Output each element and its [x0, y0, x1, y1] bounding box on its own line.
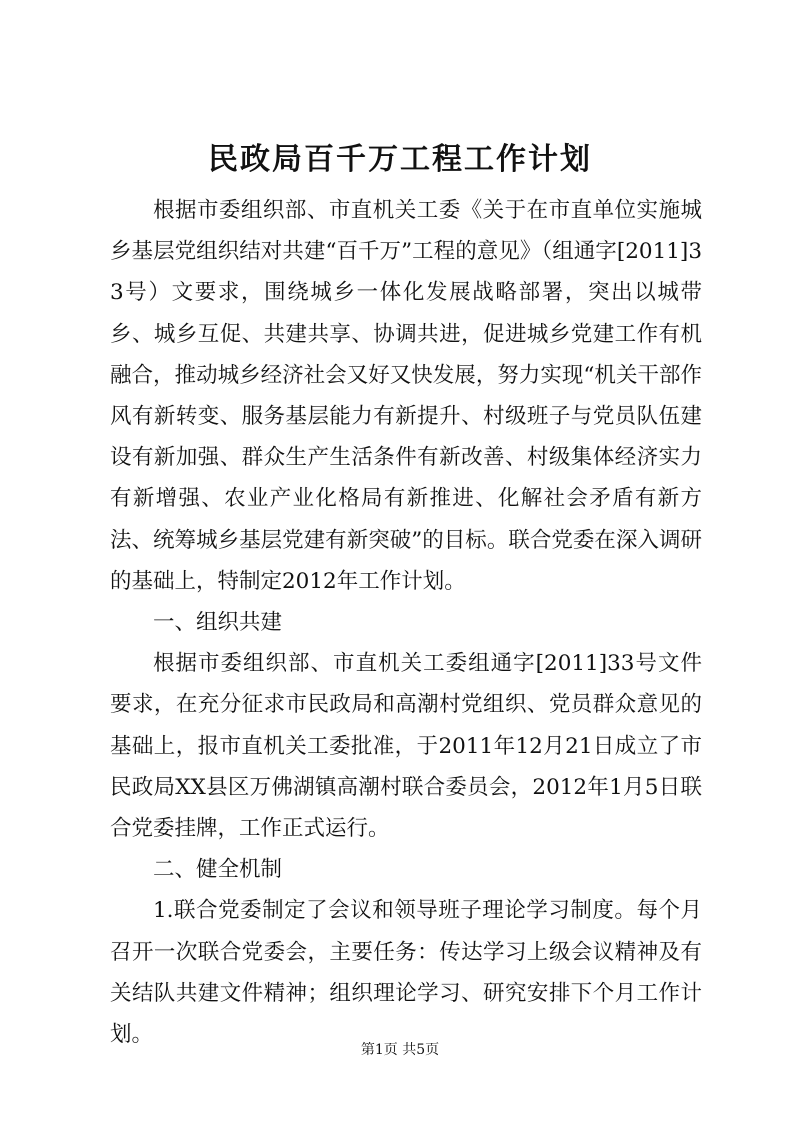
document-body: [110, 190, 702, 1055]
document-title: 民政局百千万工程工作计划: [208, 142, 592, 177]
section-heading-mechanism: 二、健全机制: [153, 857, 283, 883]
organization-paragraph: 根据市委组织部、市直机关工委组通字[2011]33号文件要求，在充分征求市民政局和高潮村党组织、党员群众意见的基础上，报市直机关工委批准，于2011年12月21日成立了市民政局XX县区万佛湖镇高潮村联合委员会，2012年1月5日联合党委挂牌，工作正式运行。: [110, 651, 702, 842]
section-heading-organization: 一、组织共建: [153, 610, 283, 636]
page-number-footer: 第1页 共5页: [360, 1042, 440, 1058]
mechanism-paragraph: 1.联合党委制定了会议和领导班子理论学习制度。每个月召开一次联合党委会，主要任务：传达学习上级会议精神及有关结队共建文件精神；组织理论学习、研究安排下个月工作计划。: [110, 898, 702, 1048]
intro-paragraph: 根据市委组织部、市直机关工委《关于在市直单位实施城乡基层党组织结对共建“百千万”工程的意见》（组通字[2011]33号）文要求，围绕城乡一体化发展战略部署，突出以城带乡、城乡互促、共建共享、协调共进，促进城乡党建工作有机融合，推动城乡经济社会又好又快发展，努力实现“机关干部作风有新转变、服务基层能力有新提升、村级班子与党员队伍建设有新加强、群众生产生活条件有新改善、村级集体经济实力有新增强、农业产业化格局有新推进、化解社会矛盾有新方法、统筹城乡基层党建有新突破”的目标。联合党委在深入调研的基础上，特制定2012年工作计划。: [110, 198, 702, 594]
